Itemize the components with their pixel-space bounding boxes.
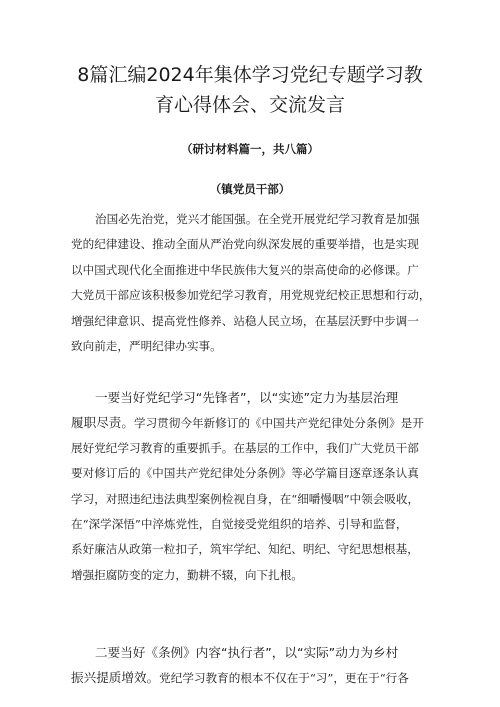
paragraph-line: 学习，对照违纪违法典型案例检视自身，在“细嚼慢咽”中领会吸收， [71, 491, 420, 506]
point-one-heading-end: 履职尽责。 [71, 415, 134, 431]
paragraph-line [71, 665, 431, 690]
point-two-heading-end: 振兴提质增效。 [71, 670, 160, 686]
paragraph-line: 致向前走，严明纪律办实事。 [71, 338, 222, 353]
paragraph-line: 展好党纪学习教育的重要抓手。在基层的工作中，我们广大党员干部 [71, 440, 419, 455]
paragraph-line: 增强纪律意识、提高党性修养、站稳人民立场，在基层沃野中步调一 [71, 313, 419, 328]
paragraph-text: 党纪学习教育的根本不仅在于“习”，更在于“行各 [159, 671, 409, 686]
paragraph-intro [71, 207, 431, 359]
paragraph-line: 治国必先治党，党兴才能国强。在全党开展党纪学习教育是加强 [95, 212, 420, 226]
author-subtitle: （镇党员干部） [209, 182, 291, 196]
paragraph-line: 以中国式现代化全面推进中华民族伟大复兴的崇高使命的必修课。广 [71, 262, 419, 277]
paragraph-text: 学习贯彻今年新修订的《中国共产党纪律处分条例》是开 [133, 416, 424, 431]
paragraph-line: 要对修订后的《中国共产党纪律处分条例》等必学篇目逐章逐条认真 [71, 466, 419, 481]
paragraph-line: 增强拒腐防变的定力，勤耕不辍，向下扎根。 [71, 567, 303, 582]
point-two-heading: 二要当好《条例》内容“执行者”，以“实际”动力为乡村 [95, 645, 399, 660]
document-title-line-1: 8篇汇编2024年集体学习党纪专题学习教 [77, 64, 423, 86]
document-title-line-2: 育心得体会、交流发言 [154, 94, 345, 116]
paragraph-line: 大党员干部应该积极参加党纪学习教育，用党规党纪校正思想和行动， [71, 288, 431, 303]
paragraph-line [71, 410, 431, 435]
paragraph-line: 党的纪律建设、推动全面从严治党向纵深发展的重要举措，也是实现 [71, 237, 419, 252]
point-one-heading: 一要当好党纪学习“先锋者”，以“实迹”定力为基层治理 [95, 390, 399, 405]
paragraph-point-two [71, 640, 431, 691]
paragraph-point-one [71, 385, 431, 588]
paragraph-line: 在“深学深悟”中淬炼党性，自觉接受党组织的培养、引导和监督， [71, 516, 408, 531]
series-subtitle: （研讨材料篇一，共八篇） [181, 142, 319, 156]
paragraph-line: 系好廉洁从政第一粒扣子，筑牢学纪、知纪、明纪、守纪思想根基， [71, 542, 419, 557]
